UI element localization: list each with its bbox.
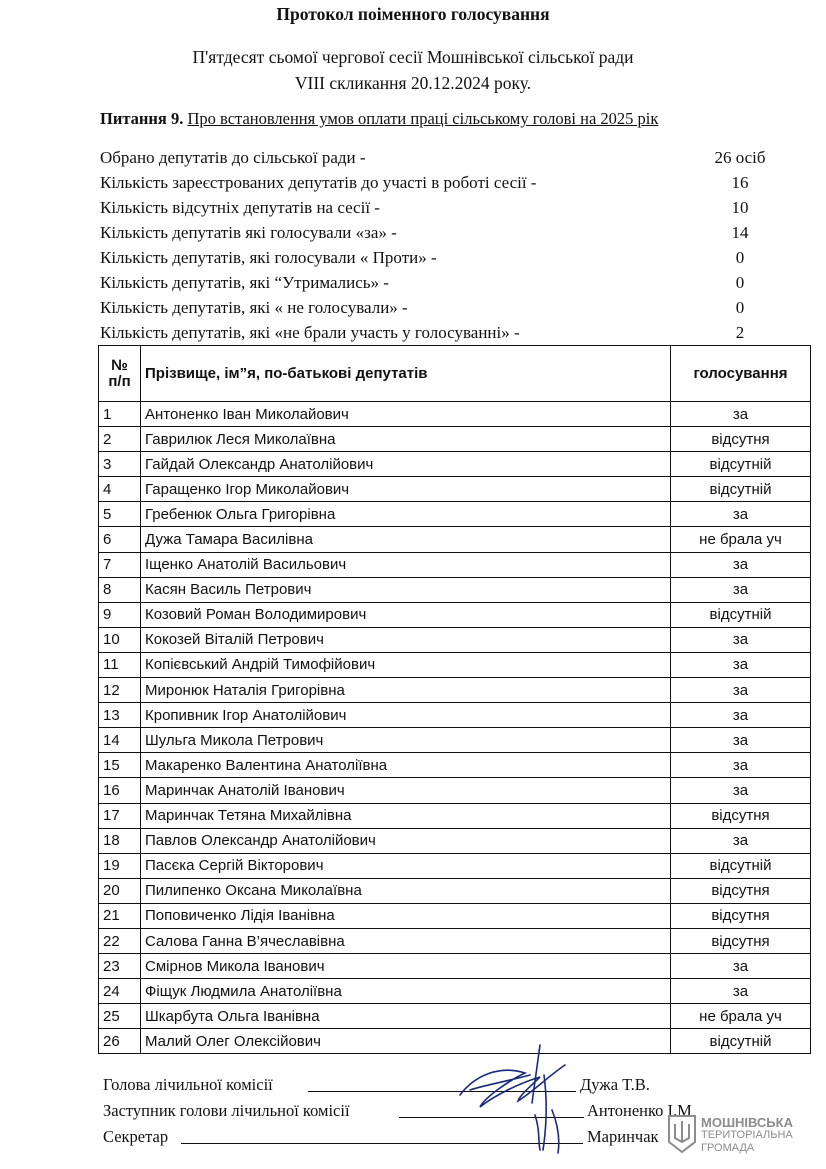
row-number: 25 [99, 1004, 141, 1029]
stat-value: 0 [735, 298, 745, 317]
vote-result: відсутня [671, 803, 811, 828]
table-row [99, 853, 811, 878]
deputy-name: Антоненко Іван Миколайович [141, 402, 671, 427]
table-row [99, 577, 811, 602]
table-row [99, 803, 811, 828]
row-number: 23 [99, 954, 141, 979]
deputy-name: Маринчак Тетяна Михайлівна [141, 803, 671, 828]
table-row [99, 477, 811, 502]
deputy-name: Копієвський Андрій Тимофійович [141, 652, 671, 677]
vote-result: за [671, 979, 811, 1004]
column-header-name: Прізвище, ім”я, по-батькові депутатів [141, 346, 671, 402]
vote-result: за [671, 828, 811, 853]
vote-result: за [671, 577, 811, 602]
table-row [99, 979, 811, 1004]
question-text: Про встановлення умов оплати праці сільському голові на 2025 рік [187, 109, 659, 128]
row-number: 18 [99, 828, 141, 853]
row-number: 4 [99, 477, 141, 502]
signature-name: Антоненко І.М [587, 1101, 692, 1120]
trident-icon [667, 1114, 697, 1154]
vote-result: за [671, 778, 811, 803]
table-row [99, 627, 811, 652]
vote-result: відсутній [671, 452, 811, 477]
row-number: 13 [99, 703, 141, 728]
watermark-line-2: ТЕРИТОРІАЛЬНА [701, 1129, 793, 1141]
stat-row [100, 220, 780, 245]
stat-label: Кількість депутатів які голосували «за» - [100, 223, 397, 242]
stat-label: Кількість зареєстрованих депутатів до участі в роботі сесії - [100, 173, 537, 192]
row-number: 16 [99, 778, 141, 803]
table-row [99, 753, 811, 778]
deputy-name: Шульга Микола Петрович [141, 728, 671, 753]
row-number: 8 [99, 577, 141, 602]
deputy-name: Салова Ганна В’ячеславівна [141, 928, 671, 953]
table-row [99, 878, 811, 903]
table-row [99, 402, 811, 427]
deputy-name: Миронюк Наталія Григорівна [141, 678, 671, 703]
deputy-name: Павлов Олександр Анатолійович [141, 828, 671, 853]
row-number: 6 [99, 527, 141, 552]
table-row [99, 527, 811, 552]
column-header-number [99, 346, 141, 402]
handwritten-signature [440, 1035, 590, 1155]
vote-result: за [671, 703, 811, 728]
stat-value: 26 осіб [714, 148, 766, 167]
signature-row-secretary [103, 1124, 723, 1150]
row-number: 1 [99, 402, 141, 427]
row-number: 10 [99, 627, 141, 652]
vote-result: відсутній [671, 1029, 811, 1054]
deputy-name: Гаврилюк Леся Миколаївна [141, 427, 671, 452]
column-header-vote: голосування [671, 346, 811, 402]
table-row [99, 778, 811, 803]
deputy-name: Кропивник Ігор Анатолійович [141, 703, 671, 728]
header-number-abbr: п/п [108, 372, 131, 390]
table-row [99, 828, 811, 853]
stat-row [100, 270, 780, 295]
stat-value: 10 [731, 198, 749, 217]
deputy-name: Пасєка Сергій Вікторович [141, 853, 671, 878]
table-row [99, 502, 811, 527]
vote-result: за [671, 502, 811, 527]
deputy-name: Маринчак Анатолій Іванович [141, 778, 671, 803]
header-number-sign: № [111, 356, 128, 374]
deputy-name: Іщенко Анатолій Васильович [141, 552, 671, 577]
signature-row-deputy-chair [103, 1098, 723, 1124]
signature-role: Заступник голови лічильної комісії [103, 1101, 350, 1120]
stat-label: Кількість депутатів, які голосували « Проти» - [100, 248, 437, 267]
table-row [99, 452, 811, 477]
stat-value: 0 [735, 248, 745, 267]
vote-result: відсутня [671, 878, 811, 903]
vote-result: за [671, 954, 811, 979]
signature-row-chair [103, 1072, 723, 1098]
table-row [99, 728, 811, 753]
row-number: 24 [99, 979, 141, 1004]
stat-row [100, 145, 780, 170]
deputy-name: Касян Василь Петрович [141, 577, 671, 602]
vote-result: відсутній [671, 602, 811, 627]
vote-result: відсутня [671, 928, 811, 953]
vote-result: за [671, 678, 811, 703]
watermark-line-1: МОШНІВСЬКА [701, 1115, 793, 1130]
table-row [99, 903, 811, 928]
row-number: 7 [99, 552, 141, 577]
community-watermark [667, 1112, 817, 1158]
table-row [99, 652, 811, 677]
deputy-name: Пилипенко Оксана Миколаївна [141, 878, 671, 903]
row-number: 12 [99, 678, 141, 703]
vote-summary [100, 145, 780, 345]
roll-call-table [98, 345, 811, 1054]
question-number: Питання 9. [100, 109, 184, 128]
stat-row [100, 320, 780, 345]
table-row [99, 552, 811, 577]
row-number: 17 [99, 803, 141, 828]
row-number: 21 [99, 903, 141, 928]
row-number: 11 [99, 652, 141, 677]
stat-label: Кількість депутатів, які « не голосували» - [100, 298, 408, 317]
stat-row [100, 170, 780, 195]
deputy-name: Макаренко Валентина Анатоліївна [141, 753, 671, 778]
vote-result: за [671, 627, 811, 652]
table-row [99, 427, 811, 452]
row-number: 26 [99, 1029, 141, 1054]
table-row [99, 678, 811, 703]
row-number: 5 [99, 502, 141, 527]
deputy-name: Шкарбута Ольга Іванівна [141, 1004, 671, 1029]
signature-name: Дужа Т.В. [580, 1075, 650, 1094]
deputy-name: Гайдай Олександр Анатолійович [141, 452, 671, 477]
row-number: 9 [99, 602, 141, 627]
row-number: 15 [99, 753, 141, 778]
row-number: 14 [99, 728, 141, 753]
deputy-name: Дужа Тамара Василівна [141, 527, 671, 552]
stat-label: Кількість депутатів, які «не брали участь у голосуванні» - [100, 323, 520, 342]
signature-name: Маринчак [587, 1127, 659, 1146]
table-row [99, 928, 811, 953]
deputy-name: Гребенюк Ольга Григорівна [141, 502, 671, 527]
stat-label: Кількість відсутніх депутатів на сесії - [100, 198, 380, 217]
vote-result: відсутній [671, 853, 811, 878]
row-number: 2 [99, 427, 141, 452]
document-title: Протокол поіменного голосування [276, 4, 550, 24]
deputy-name: Смірнов Микола Іванович [141, 954, 671, 979]
vote-result: відсутній [671, 477, 811, 502]
stat-label: Кількість депутатів, які “Утримались» - [100, 273, 389, 292]
stat-value: 2 [735, 323, 745, 342]
vote-result: не брала уч [671, 527, 811, 552]
deputy-name: Кокозей Віталій Петрович [141, 627, 671, 652]
stat-value: 0 [735, 273, 745, 292]
deputy-name: Козовий Роман Володимирович [141, 602, 671, 627]
stat-value: 14 [731, 223, 749, 242]
vote-result: не брала уч [671, 1004, 811, 1029]
vote-result: за [671, 402, 811, 427]
vote-result: за [671, 728, 811, 753]
deputy-name: Поповиченко Лідія Іванівна [141, 903, 671, 928]
signature-role: Голова лічильної комісії [103, 1075, 273, 1094]
row-number: 3 [99, 452, 141, 477]
table-header-row [99, 346, 811, 402]
vote-result: відсутня [671, 427, 811, 452]
vote-result: за [671, 753, 811, 778]
table-row [99, 602, 811, 627]
agenda-question [100, 109, 658, 129]
table-row [99, 954, 811, 979]
stat-value: 16 [731, 173, 749, 192]
row-number: 20 [99, 878, 141, 903]
deputy-name: Малий Олег Олексійович [141, 1029, 671, 1054]
vote-result: за [671, 552, 811, 577]
signature-block [103, 1072, 723, 1150]
stat-row [100, 295, 780, 320]
deputy-name: Гаращенко Ігор Миколайович [141, 477, 671, 502]
table-row [99, 1004, 811, 1029]
stat-label: Обрано депутатів до сільської ради - [100, 148, 366, 167]
signature-role: Секретар [103, 1127, 169, 1146]
vote-result: за [671, 652, 811, 677]
row-number: 19 [99, 853, 141, 878]
row-number: 22 [99, 928, 141, 953]
deputy-name: Фіщук Людмила Анатоліївна [141, 979, 671, 1004]
session-line: П'ятдесят сьомої чергової сесії Мошнівської сільської ради [192, 47, 634, 67]
stat-row [100, 245, 780, 270]
convocation-date-line: VIII скликання 20.12.2024 року. [294, 73, 532, 93]
vote-result: відсутня [671, 903, 811, 928]
stat-row [100, 195, 780, 220]
table-row [99, 703, 811, 728]
watermark-line-3: ГРОМАДА [701, 1142, 755, 1154]
